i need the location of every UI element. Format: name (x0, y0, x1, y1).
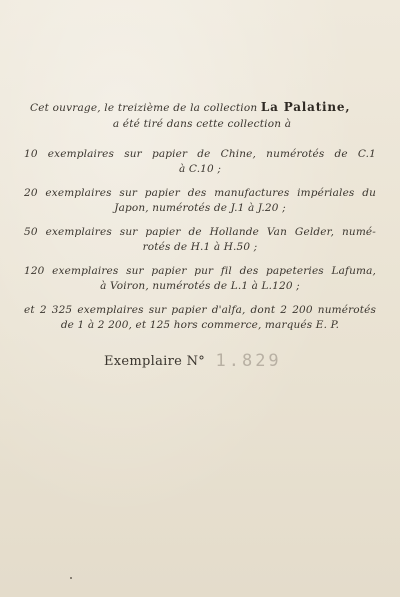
edition-entry-line: 10 exemplaires sur papier de Chine, numérotés de C.1 (24, 148, 376, 160)
collection-name: La Palatine, (260, 100, 351, 114)
edition-entry-line: de 1 à 2 200, et 125 hors commerce, marqués E. P. (60, 319, 340, 331)
intro-after-text: a été tiré dans cette collection à (112, 118, 292, 130)
edition-entry-line: 50 exemplaires sur papier de Hollande Van Gelder, numé- (24, 226, 376, 238)
colophon-intro (28, 99, 372, 132)
edition-entry-line: 120 exemplaires sur papier pur fil des papeteries Lafuma, (24, 265, 376, 277)
copy-number-stamp: 1.829 (215, 351, 282, 371)
paper-speck (70, 577, 72, 579)
edition-entry-line: Japon, numérotés de J.1 à J.20 ; (114, 202, 286, 214)
edition-entry-line: à C.10 ; (178, 163, 222, 175)
edition-entry-line: 20 exemplaires sur papier des manufactures impériales du (24, 187, 376, 199)
intro-line-1 (28, 99, 372, 116)
edition-entry-line: rotés de H.1 à H.50 ; (142, 241, 258, 253)
edition-entry-japon (24, 186, 376, 216)
edition-entry-hollande (24, 225, 376, 255)
intro-before-text: Cet ouvrage, le treizième de la collection (30, 102, 258, 114)
edition-entry-line: et 2 325 exemplaires sur papier d'alfa, dont 2 200 numérotés (24, 304, 376, 316)
edition-entry-lafuma (24, 264, 376, 294)
edition-entry-chine (24, 147, 376, 177)
edition-list (24, 147, 376, 342)
copy-number-label: Exemplaire N° (104, 354, 206, 369)
edition-entry-alfa (24, 303, 376, 333)
edition-entry-line: à Voiron, numérotés de L.1 à L.120 ; (100, 280, 300, 292)
copy-number-line (104, 350, 282, 370)
